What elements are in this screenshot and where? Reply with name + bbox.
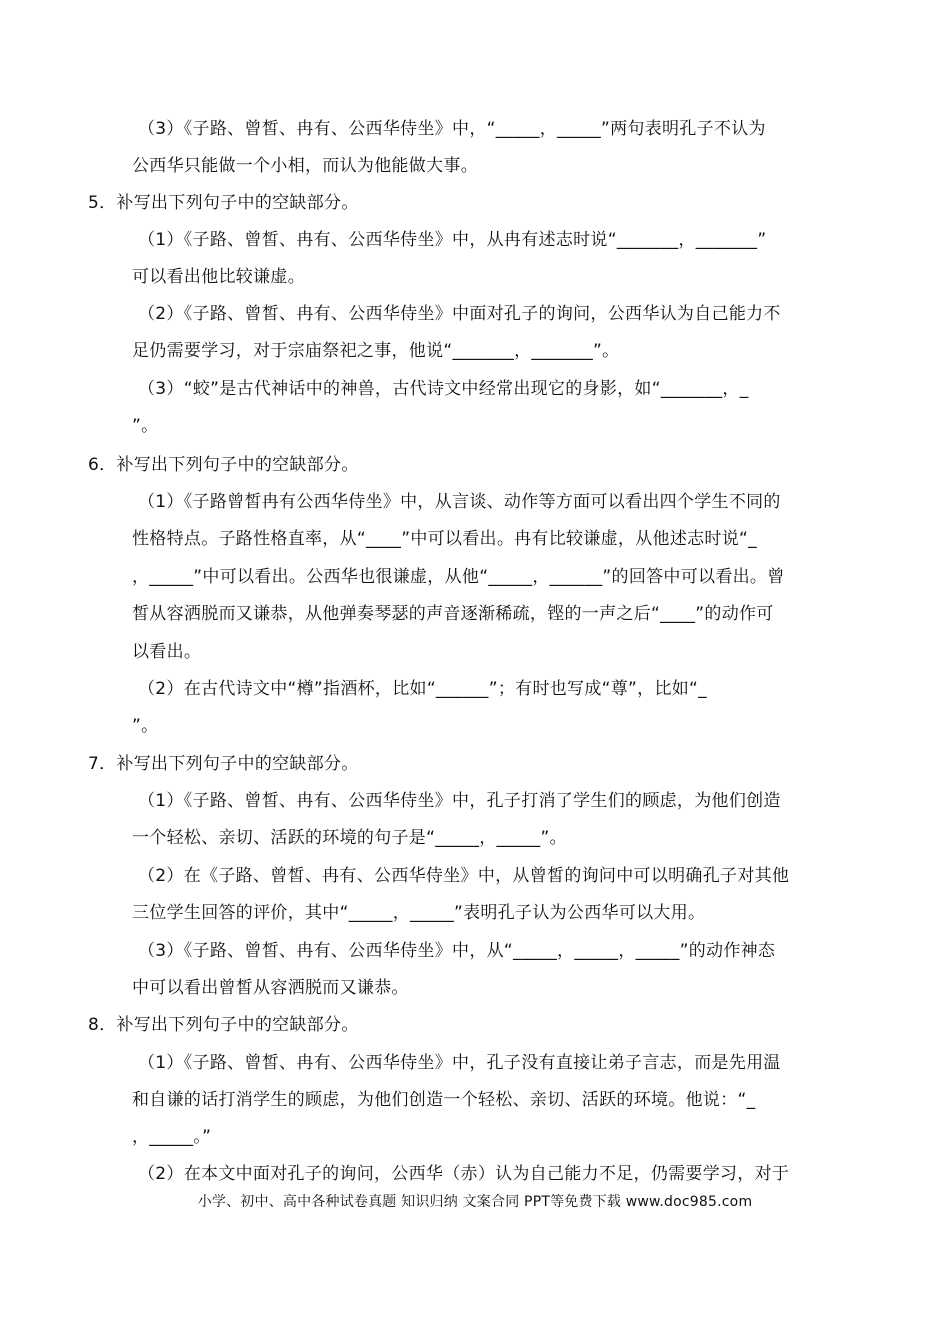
text-line: （3）《子路、曾皙、冉有、公西华侍坐》中，“_____，_____”两句表明孔子不认为	[138, 119, 766, 139]
text-line: 5．补写出下列句子中的空缺部分。	[88, 193, 359, 213]
text-line: ”。	[132, 416, 159, 436]
text-line: 8．补写出下列句子中的空缺部分。	[88, 1015, 359, 1035]
text-line: （1）《子路、曾皙、冉有、公西华侍坐》中，孔子没有直接让弟子言志，而是先用温	[138, 1053, 781, 1073]
text-line: 可以看出他比较谦虚。	[132, 267, 305, 287]
text-line: 性格特点。子路性格直率，从“____”中可以看出。冉有比较谦虚，从他述志时说“_	[132, 529, 757, 549]
text-line: 以看出。	[132, 642, 202, 662]
text-line: （1）《子路曾皙冉有公西华侍坐》中，从言谈、动作等方面可以看出四个学生不同的	[138, 492, 781, 512]
text-line: 公西华只能做一个小相，而认为他能做大事。	[132, 156, 478, 176]
text-line: （2）《子路、曾皙、冉有、公西华侍坐》中面对孔子的询问，公西华认为自己能力不	[138, 304, 781, 324]
text-line: ，_____”中可以看出。公西华也很谦虚，从他“_____，______”的回答中可以看出。曾	[132, 567, 785, 587]
text-line: 和自谦的话打消学生的顾虑，为他们创造一个轻松、亲切、活跃的环境。他说：“_	[132, 1090, 756, 1110]
text-line: （2）在古代诗文中“樽”指酒杯，比如“______”；有时也写成“尊”，比如“_	[138, 679, 707, 699]
text-line: 6．补写出下列句子中的空缺部分。	[88, 455, 359, 475]
text-line: （2）在本文中面对孔子的询问，公西华（赤）认为自己能力不足，仍需要学习，对于	[138, 1164, 790, 1184]
text-line: （3）《子路、曾皙、冉有、公西华侍坐》中，从“_____，_____，_____”的动作神态	[138, 941, 776, 961]
text-line: 中可以看出曾皙从容洒脱而又谦恭。	[132, 978, 409, 998]
text-line: （1）《子路、曾皙、冉有、公西华侍坐》中，孔子打消了学生们的顾虑，为他们创造	[138, 791, 781, 811]
page-footer: 小学、初中、高中各种试卷真题 知识归纳 文案合同 PPT等免费下载 www.doc985.com	[197, 1194, 753, 1210]
text-line: （1）《子路、曾皙、冉有、公西华侍坐》中，从冉有述志时说“_______，_______”	[138, 230, 767, 250]
text-line: 皙从容洒脱而又谦恭，从他弹奏琴瑟的声音逐渐稀疏，铿的一声之后“____”的动作可	[132, 604, 774, 624]
text-line: ”。	[132, 716, 159, 736]
text-line: ，_____。”	[132, 1127, 212, 1147]
text-line: 7．补写出下列句子中的空缺部分。	[88, 754, 359, 774]
text-line: 三位学生回答的评价，其中“_____，_____”表明孔子认为公西华可以大用。	[132, 903, 706, 923]
text-line: （2）在《子路、曾皙、冉有、公西华侍坐》中，从曾皙的询问中可以明确孔子对其他	[138, 866, 790, 886]
text-line: 足仍需要学习，对于宗庙祭祀之事，他说“_______，_______”。	[132, 341, 620, 361]
text-line: 一个轻松、亲切、活跃的环境的句子是“_____，_____”。	[132, 828, 567, 848]
text-line: （3）“蛟”是古代神话中的神兽，古代诗文中经常出现它的身影，如“_______，_	[138, 379, 749, 399]
